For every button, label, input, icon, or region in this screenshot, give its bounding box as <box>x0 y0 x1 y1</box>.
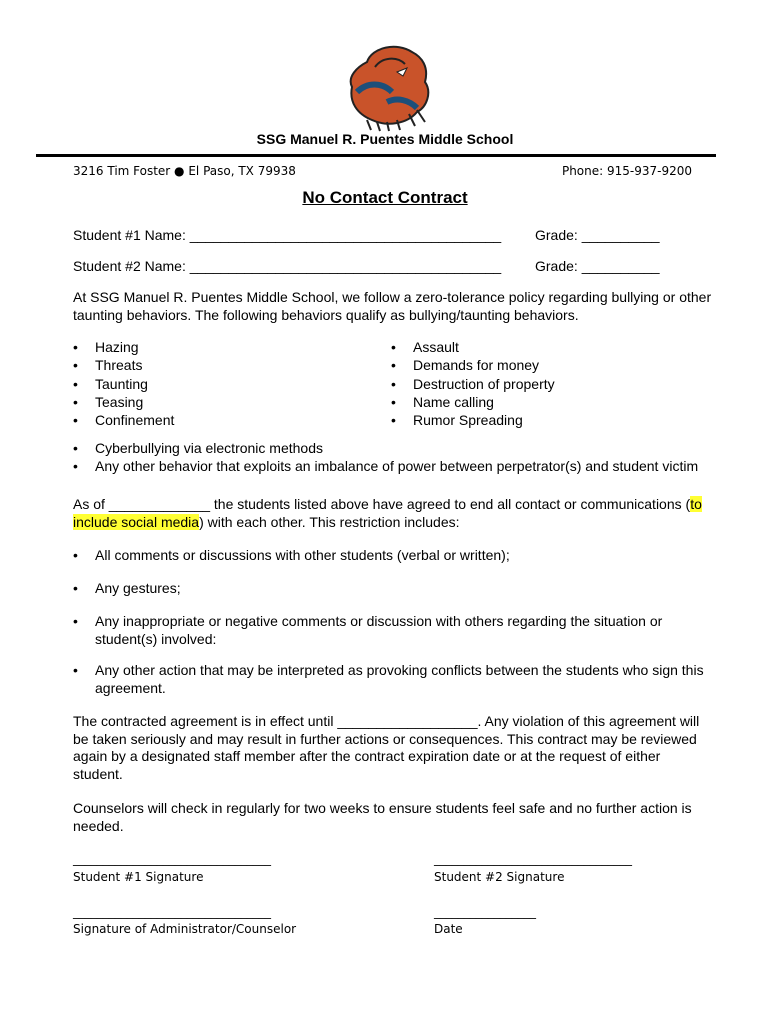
restrictions-list <box>73 662 713 697</box>
mascot-logo <box>337 42 437 132</box>
student2-signature-line[interactable]: _________________________________ <box>434 852 632 866</box>
list-item: • Any gestures; <box>73 580 703 598</box>
as-of-prefix: As of _____________ the students listed above have agreed to end all contact or communications ( <box>73 496 691 512</box>
restrictions-list <box>73 547 703 565</box>
restrictions-list <box>73 613 703 648</box>
behaviors-full-list <box>73 440 713 475</box>
behaviors-left-list <box>73 338 174 429</box>
list-item: • Name calling <box>391 393 555 411</box>
behaviors-right-list <box>391 338 555 429</box>
list-item: • Any other behavior that exploits an imbalance of power between perpetrator(s) and student victim <box>73 458 713 476</box>
list-item: • Hazing <box>73 338 174 356</box>
admin-signature-label: Signature of Administrator/Counselor <box>73 922 297 936</box>
list-item: • Assault <box>391 338 555 356</box>
as-of-paragraph <box>73 496 713 531</box>
student1-signature-line[interactable]: _________________________________ <box>73 852 271 866</box>
intro-paragraph: At SSG Manuel R. Puentes Middle School, we follow a zero-tolerance policy regarding bullying or other taunting behaviors. The following behaviors qualify as bullying/taunting behaviors. <box>73 289 712 323</box>
student2-signature-label: Student #2 Signature <box>434 870 565 884</box>
student1-grade-field[interactable]: Grade: __________ <box>535 227 660 243</box>
student1-name-field[interactable]: Student #1 Name: ________________________________________ <box>73 227 502 243</box>
list-item: • Demands for money <box>391 356 555 374</box>
list-item: • Any inappropriate or negative comments or discussion with others regarding the situation or student(s) involved: <box>73 613 703 648</box>
page-title: No Contact Contract <box>302 188 468 207</box>
list-item: • Cyberbullying via electronic methods <box>73 440 713 458</box>
counselors-paragraph: Counselors will check in regularly for two weeks to ensure students feel safe and no further action is needed. <box>73 800 692 834</box>
student2-name-field[interactable]: Student #2 Name: ________________________________________ <box>73 258 502 274</box>
student1-signature-label: Student #1 Signature <box>73 870 204 884</box>
header-rule <box>36 154 716 157</box>
list-item: • Destruction of property <box>391 375 555 393</box>
highlighted-text: to include social media <box>73 496 702 530</box>
list-item: • Any other action that may be interpreted as provoking conflicts between the students who sign this agreement. <box>73 662 713 697</box>
as-of-suffix: ) with each other. This restriction includes: <box>199 513 460 530</box>
agreement-paragraph: The contracted agreement is in effect until __________________. Any violation of this agreement will be taken seriously and may result in further actions or consequences. This contract may be reviewed again by a designated staff member after the contract expiration date or at the request of either student. <box>73 713 700 782</box>
list-item: • Taunting <box>73 375 174 393</box>
list-item: • Threats <box>73 356 174 374</box>
admin-signature-line[interactable]: _________________________________ <box>73 905 271 919</box>
school-name: SSG Manuel R. Puentes Middle School <box>256 131 514 147</box>
student2-grade-field[interactable]: Grade: __________ <box>535 258 660 274</box>
list-item: • Confinement <box>73 411 174 429</box>
list-item: • Rumor Spreading <box>391 411 555 429</box>
restrictions-list <box>73 580 703 598</box>
list-item: • Teasing <box>73 393 174 411</box>
school-phone: Phone: 915-937-9200 <box>561 164 692 178</box>
date-label: Date <box>434 922 463 936</box>
school-address: 3216 Tim Foster ● El Paso, TX 79938 <box>73 164 296 178</box>
list-item: • All comments or discussions with other students (verbal or written); <box>73 547 703 565</box>
date-line[interactable]: _________________ <box>434 905 536 919</box>
